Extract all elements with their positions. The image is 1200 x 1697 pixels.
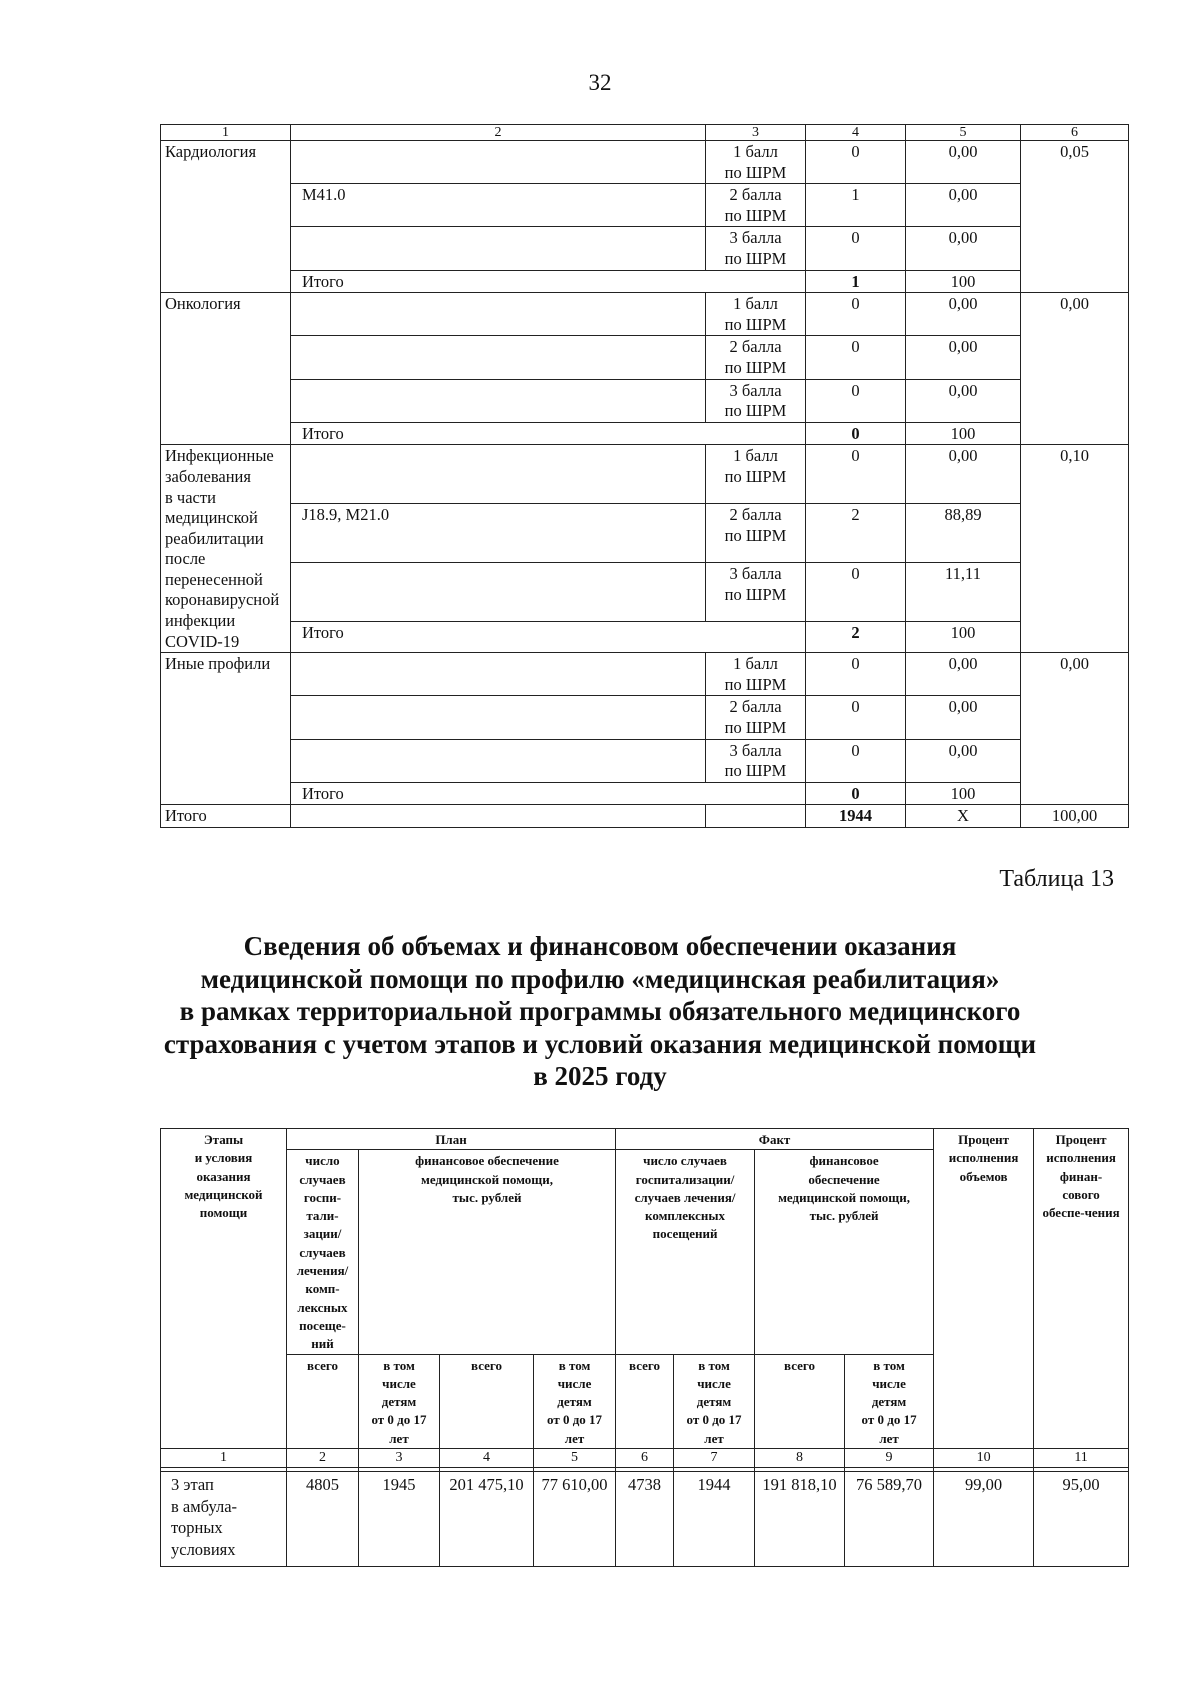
rehab-score: 1 балл по ШРМ	[706, 445, 806, 504]
column-number: 3	[706, 125, 806, 141]
column-number: 8	[755, 1449, 845, 1468]
column-number: 1	[161, 1449, 287, 1468]
case-percent: 0,00	[906, 227, 1021, 270]
profile-share: 0,05	[1021, 141, 1129, 293]
diagnosis-codes: M41.0	[291, 184, 706, 227]
column-number: 1	[161, 125, 291, 141]
case-count: 1	[806, 184, 906, 227]
diagnosis-codes	[291, 141, 706, 184]
case-percent: 0,00	[906, 696, 1021, 739]
header-plan-cases: число случаев госпи- тали- зации/ случаев лечения/ комп- лексных посеще- ний	[287, 1150, 359, 1354]
case-percent: 0,00	[906, 184, 1021, 227]
case-percent: 0,00	[906, 293, 1021, 336]
diagnosis-codes	[291, 653, 706, 696]
profile-name: Иные профили	[161, 653, 291, 805]
profile-name: Кардиология	[161, 141, 291, 293]
table-row	[161, 336, 1129, 379]
table-row	[161, 379, 1129, 422]
column-number-row	[161, 125, 1129, 141]
value-cell: 99,00	[934, 1472, 1034, 1567]
table-row	[161, 504, 1129, 563]
subtotal-label: Итого	[291, 270, 806, 293]
table-row	[161, 1472, 1129, 1567]
header-children: в том числе детям от 0 до 17 лет	[674, 1354, 755, 1448]
table-title: Сведения об объемах и финансовом обеспечении оказания медицинской помощи по профилю «медицинская реабилитация» в рамках территориальной программы обязательного медицинского страхования с учетом этапов и условий оказания медицинской помощи в 2025 году	[163, 931, 1037, 1091]
table-row	[161, 141, 1129, 184]
subtotal-count: 0	[806, 782, 906, 805]
table-row	[161, 293, 1129, 336]
diagnosis-codes: J18.9, M21.0	[291, 504, 706, 563]
rehab-score: 2 балла по ШРМ	[706, 504, 806, 563]
value-cell: 1945	[359, 1472, 440, 1567]
value-cell: 201 475,10	[440, 1472, 534, 1567]
grand-total-row	[161, 805, 1129, 828]
value-cell: 4738	[616, 1472, 674, 1567]
diagnosis-codes	[291, 336, 706, 379]
column-number: 11	[1034, 1449, 1129, 1468]
rehab-profiles-table	[160, 124, 1129, 828]
value-cell: 1944	[674, 1472, 755, 1567]
rehab-score: 2 балла по ШРМ	[706, 184, 806, 227]
subtotal-count: 1	[806, 270, 906, 293]
value-cell: 191 818,10	[755, 1472, 845, 1567]
table-row	[161, 445, 1129, 504]
header-children: в том числе детям от 0 до 17 лет	[845, 1354, 934, 1448]
case-percent: 0,00	[906, 379, 1021, 422]
table-row	[161, 227, 1129, 270]
stage-name: 3 этап в амбула- торных условиях	[161, 1472, 287, 1567]
header-children: в том числе детям от 0 до 17 лет	[534, 1354, 616, 1448]
diagnosis-codes	[291, 445, 706, 504]
rehab-score: 3 балла по ШРМ	[706, 739, 806, 782]
column-number: 2	[287, 1449, 359, 1468]
rehab-score: 2 балла по ШРМ	[706, 336, 806, 379]
case-percent: 0,00	[906, 739, 1021, 782]
case-count: 0	[806, 445, 906, 504]
rehab-score: 1 балл по ШРМ	[706, 141, 806, 184]
subtotal-label: Итого	[291, 422, 806, 445]
diagnosis-codes	[291, 563, 706, 622]
header-children: в том числе детям от 0 до 17 лет	[359, 1354, 440, 1448]
profile-share: 0,00	[1021, 293, 1129, 445]
subtotal-percent: 100	[906, 782, 1021, 805]
subtotal-row	[161, 622, 1129, 653]
case-count: 0	[806, 739, 906, 782]
profile-name: Онкология	[161, 293, 291, 445]
header-fact-cases: число случаев госпитализации/ случаев лечения/ комплексных посещений	[616, 1150, 755, 1354]
empty-cell	[291, 805, 706, 828]
header-stages: Этапы и условия оказания медицинской помощи	[161, 1129, 287, 1449]
profile-name: Инфекционные заболевания в части медицинской реабилитации после перенесенной коронавирусной инфекции COVID-19	[161, 445, 291, 653]
column-number: 10	[934, 1449, 1034, 1468]
case-percent: 11,11	[906, 563, 1021, 622]
case-percent: 88,89	[906, 504, 1021, 563]
table-label: Таблица 13	[999, 866, 1114, 892]
rehab-score: 3 балла по ШРМ	[706, 563, 806, 622]
profile-share: 0,10	[1021, 445, 1129, 653]
subtotal-count: 2	[806, 622, 906, 653]
table-row	[161, 739, 1129, 782]
header-plan: План	[287, 1129, 616, 1150]
value-cell: 77 610,00	[534, 1472, 616, 1567]
column-number: 6	[616, 1449, 674, 1468]
header-fact-finance: финансовое обеспечение медицинской помощи, тыс. рублей	[755, 1150, 934, 1354]
column-number-row	[161, 1449, 1129, 1468]
case-count: 0	[806, 379, 906, 422]
column-number: 3	[359, 1449, 440, 1468]
case-count: 0	[806, 227, 906, 270]
subtotal-row	[161, 270, 1129, 293]
column-number: 4	[440, 1449, 534, 1468]
value-cell: 4805	[287, 1472, 359, 1567]
subtotal-percent: 100	[906, 270, 1021, 293]
case-count: 0	[806, 336, 906, 379]
diagnosis-codes	[291, 227, 706, 270]
subtotal-row	[161, 422, 1129, 445]
value-cell: 76 589,70	[845, 1472, 934, 1567]
grand-total-label: Итого	[161, 805, 291, 828]
case-count: 0	[806, 696, 906, 739]
case-count: 2	[806, 504, 906, 563]
diagnosis-codes	[291, 696, 706, 739]
rehab-score: 1 балл по ШРМ	[706, 653, 806, 696]
case-percent: 0,00	[906, 445, 1021, 504]
rehab-volumes-table	[160, 1128, 1129, 1567]
column-number: 4	[806, 125, 906, 141]
header-fact: Факт	[616, 1129, 934, 1150]
column-number: 2	[291, 125, 706, 141]
case-percent: 0,00	[906, 141, 1021, 184]
subtotal-row	[161, 782, 1129, 805]
case-count: 0	[806, 563, 906, 622]
subtotal-percent: 100	[906, 622, 1021, 653]
header-pct-volume: Процент исполнения объемов	[934, 1129, 1034, 1449]
subtotal-count: 0	[806, 422, 906, 445]
header-total: всего	[616, 1354, 674, 1448]
grand-total-count: 1944	[806, 805, 906, 828]
table-row	[161, 563, 1129, 622]
grand-total-share: 100,00	[1021, 805, 1129, 828]
rehab-score: 1 балл по ШРМ	[706, 293, 806, 336]
rehab-score: 3 балла по ШРМ	[706, 227, 806, 270]
column-number: 6	[1021, 125, 1129, 141]
diagnosis-codes	[291, 379, 706, 422]
header-total: всего	[287, 1354, 359, 1448]
header-total: всего	[440, 1354, 534, 1448]
column-number: 7	[674, 1449, 755, 1468]
rehab-score: 2 балла по ШРМ	[706, 696, 806, 739]
subtotal-percent: 100	[906, 422, 1021, 445]
diagnosis-codes	[291, 293, 706, 336]
header-pct-finance: Процент исполнения финан- сового обеспе-чения	[1034, 1129, 1129, 1449]
subtotal-label: Итого	[291, 782, 806, 805]
case-percent: 0,00	[906, 653, 1021, 696]
diagnosis-codes	[291, 739, 706, 782]
table-row	[161, 696, 1129, 739]
page-number: 32	[588, 70, 612, 95]
rehab-score: 3 балла по ШРМ	[706, 379, 806, 422]
profile-share: 0,00	[1021, 653, 1129, 805]
subtotal-label: Итого	[291, 622, 806, 653]
column-number: 5	[534, 1449, 616, 1468]
column-number: 5	[906, 125, 1021, 141]
grand-total-percent: X	[906, 805, 1021, 828]
header-total: всего	[755, 1354, 845, 1448]
case-count: 0	[806, 141, 906, 184]
table-row	[161, 653, 1129, 696]
header-plan-finance: финансовое обеспечение медицинской помощи, тыс. рублей	[359, 1150, 616, 1354]
value-cell: 95,00	[1034, 1472, 1129, 1567]
case-count: 0	[806, 653, 906, 696]
table-row	[161, 184, 1129, 227]
case-count: 0	[806, 293, 906, 336]
case-percent: 0,00	[906, 336, 1021, 379]
column-number: 9	[845, 1449, 934, 1468]
empty-cell	[706, 805, 806, 828]
